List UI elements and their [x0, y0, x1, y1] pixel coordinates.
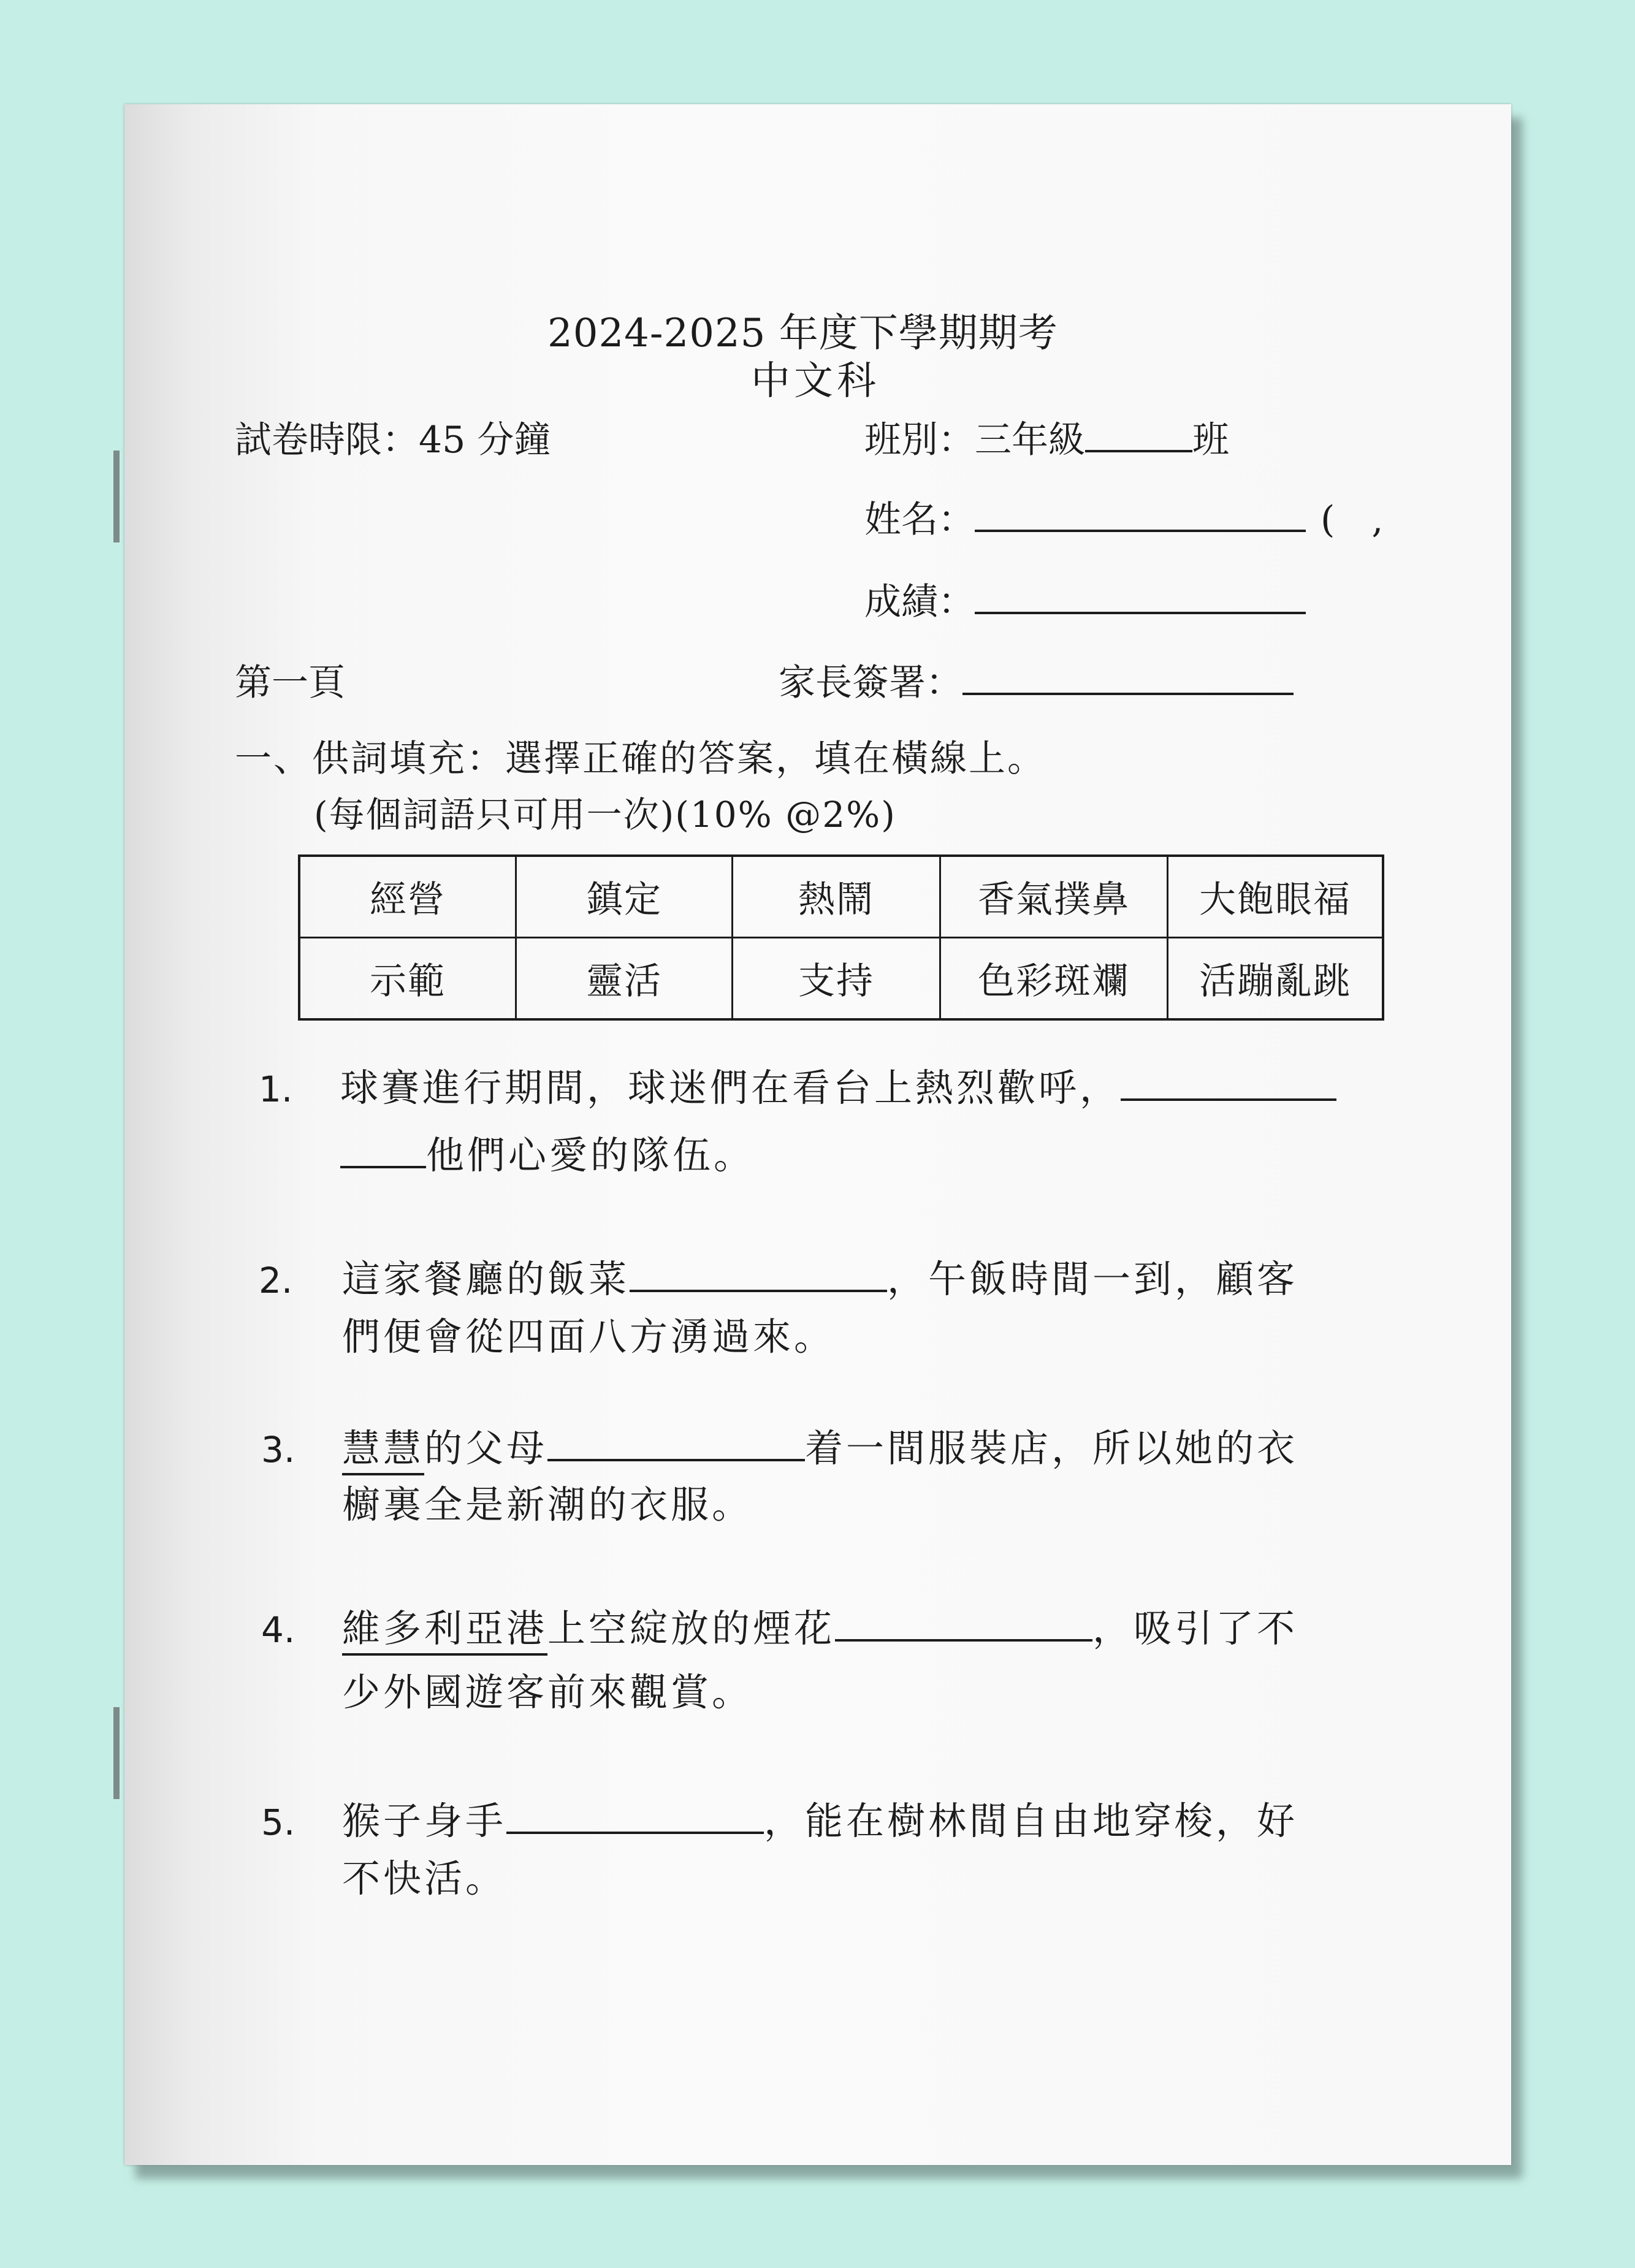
word-cell: 支持: [733, 938, 940, 1020]
binder-mark-top: [113, 451, 120, 542]
question-2-blank[interactable]: [630, 1260, 887, 1292]
question-1-blank-continued[interactable]: [340, 1136, 426, 1168]
parent-sign-field: [779, 661, 1294, 704]
parent-sign-label: 家長簽署：: [779, 661, 962, 704]
question-1-blank[interactable]: [1121, 1069, 1336, 1101]
class-field: [864, 419, 1229, 462]
score-label: 成績：: [864, 580, 975, 623]
class-blank[interactable]: [1085, 449, 1192, 452]
question-5-text-a: 猴子身手: [342, 1798, 507, 1843]
question-3-proper-name: 慧慧: [342, 1426, 424, 1475]
question-2-line-1: [342, 1257, 1298, 1301]
time-limit: 試卷時限：45 分鐘: [235, 419, 551, 462]
question-3-text-a: 的父母: [424, 1426, 548, 1471]
question-4-number: 4.: [261, 1609, 295, 1651]
question-5-number: 5.: [261, 1802, 295, 1843]
question-1-line-1: [340, 1065, 1336, 1110]
question-5-line-1: [342, 1798, 1298, 1843]
name-blank[interactable]: [975, 529, 1306, 532]
question-3-line-2: 櫥裏全是新潮的衣服。: [342, 1482, 753, 1527]
question-5-line-2: 不快活。: [342, 1856, 507, 1901]
score-blank[interactable]: [975, 611, 1306, 614]
question-4-line-1: [342, 1606, 1298, 1651]
word-bank-row: [299, 938, 1383, 1020]
word-cell: 靈活: [516, 938, 733, 1020]
question-1-text-a: 球賽進行期間，球迷們在看台上熱烈歡呼，: [340, 1065, 1121, 1110]
class-suffix: 班: [1192, 419, 1229, 462]
question-5-blank[interactable]: [506, 1802, 764, 1834]
question-5-text-a2: ，能在樹林間自由地穿梭，好: [764, 1798, 1298, 1843]
score-field: [864, 580, 1306, 623]
question-3-blank[interactable]: [547, 1429, 805, 1461]
name-label: 姓名：: [864, 498, 975, 541]
word-cell: 示範: [299, 938, 516, 1020]
name-field: [864, 498, 1384, 541]
question-2-text-a2: ，午飯時間一到，顧客: [887, 1257, 1298, 1301]
page-label: 第一頁: [235, 661, 345, 704]
word-cell: 鎮定: [516, 856, 733, 938]
section-heading: 一、供詞填充：選擇正確的答案，填在橫線上。: [235, 737, 1046, 780]
question-4-line-2: 少外國遊客前來觀賞。: [342, 1670, 753, 1714]
question-3-text-a2: 着一間服裝店，所以她的衣: [805, 1426, 1298, 1471]
class-number-paren: ( ,: [1321, 498, 1384, 541]
word-cell: 香氣撲鼻: [940, 856, 1168, 938]
question-3-line-1: [342, 1426, 1298, 1471]
word-cell: 活蹦亂跳: [1168, 938, 1384, 1020]
question-2-number: 2.: [259, 1260, 293, 1301]
parent-sign-blank[interactable]: [962, 692, 1294, 695]
exam-subject: 中文科: [751, 359, 880, 404]
question-3-number: 3.: [261, 1429, 295, 1471]
question-4-proper-name: 維多利亞港: [342, 1606, 547, 1656]
question-4-blank[interactable]: [835, 1610, 1092, 1642]
word-bank-row: [299, 856, 1383, 938]
question-1-line-2: [340, 1133, 755, 1178]
class-label: 班別：三年級: [864, 419, 1085, 462]
question-1-number: 1.: [259, 1068, 293, 1110]
question-2-line-2: 們便會從四面八方湧過來。: [342, 1314, 836, 1359]
word-cell: 經營: [299, 856, 516, 938]
question-1-text-b: 他們心愛的隊伍。: [426, 1133, 755, 1178]
question-4-text-a: 上空綻放的煙花: [547, 1606, 836, 1651]
question-2-text-a: 這家餐廳的飯菜: [342, 1257, 630, 1301]
word-cell: 色彩斑斕: [940, 938, 1168, 1020]
section-note: (每個詞語只可用一次)(10% @2%): [314, 794, 896, 835]
binder-mark-bottom: [113, 1707, 120, 1799]
question-4-text-a2: ，吸引了不: [1092, 1606, 1298, 1651]
word-cell: 大飽眼福: [1168, 856, 1384, 938]
word-bank-table: [298, 854, 1384, 1021]
exam-title: 2024-2025 年度下學期期考: [547, 311, 1058, 356]
word-cell: 熱鬧: [733, 856, 940, 938]
exam-paper: [124, 104, 1511, 2165]
